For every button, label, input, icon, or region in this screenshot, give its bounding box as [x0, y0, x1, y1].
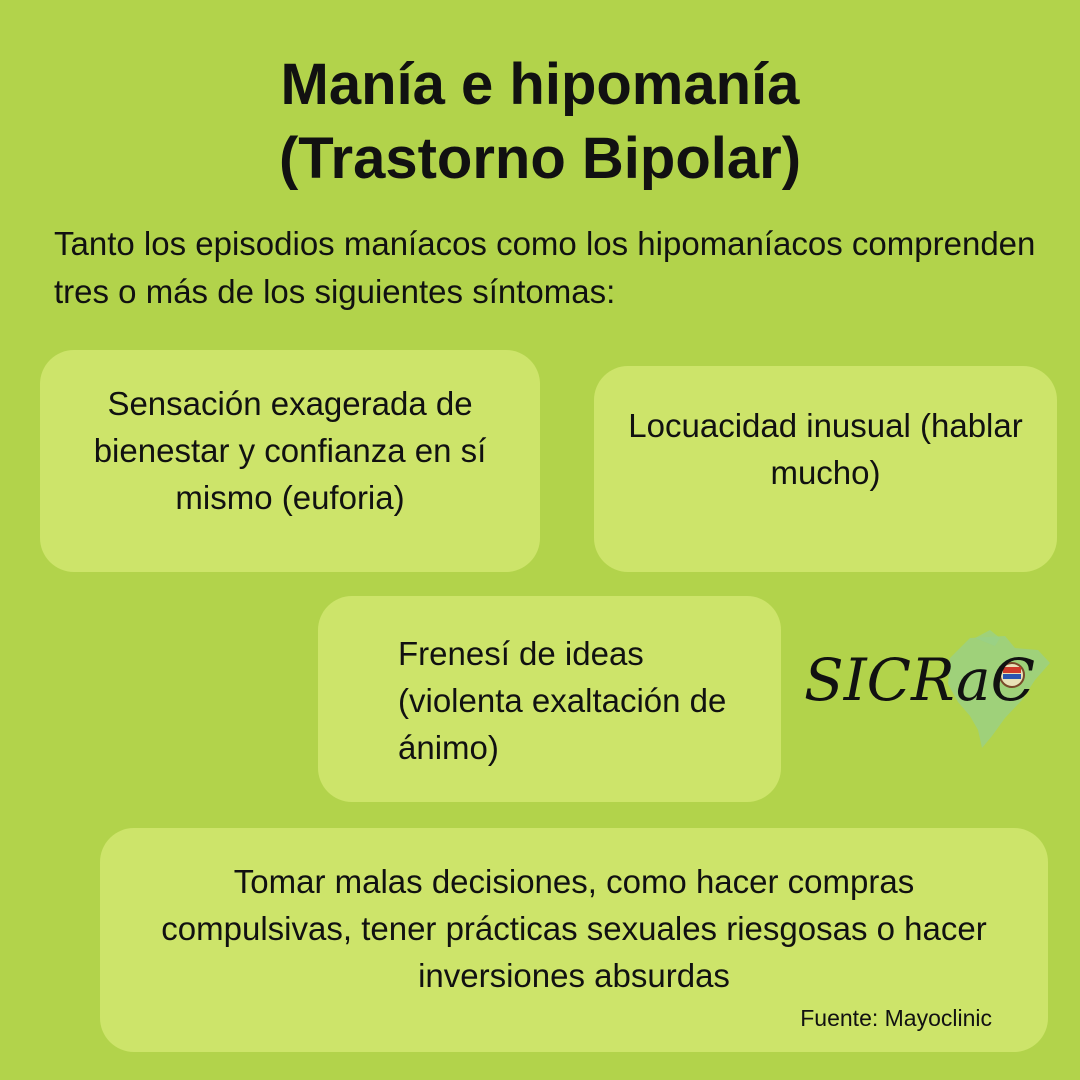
source-credit: Fuente: Mayoclinic — [800, 1005, 992, 1031]
symptom-card-frenesi — [318, 596, 781, 802]
symptom-card-euforia — [40, 350, 540, 572]
map-logo-icon — [800, 608, 1060, 758]
symptom-text: Tomar malas decisiones, como hacer compras compulsivas, tener prácticas sexuales riesgosas o hacer inversiones absurdas — [161, 863, 987, 994]
symptom-card-decisiones — [100, 828, 1048, 1052]
logo-text: SICRaC — [804, 646, 1035, 714]
title-line-1: Manía e hipomanía — [280, 52, 800, 117]
intro-text: Tanto los episodios maníacos como los hipomaníacos comprenden tres o más de los siguientes síntomas: — [54, 225, 1036, 310]
symptom-text: Sensación exagerada de bienestar y confianza en sí mismo (euforia) — [93, 385, 487, 516]
symptom-text: Frenesí de ideas (violenta exaltación de ánimo) — [398, 635, 727, 766]
symptom-card-locuacidad — [594, 366, 1057, 572]
sicrac-logo — [800, 608, 1060, 758]
page-title — [0, 48, 1080, 196]
symptom-text: Locuacidad inusual (hablar mucho) — [628, 407, 1023, 491]
title-line-2: (Trastorno Bipolar) — [278, 126, 802, 191]
